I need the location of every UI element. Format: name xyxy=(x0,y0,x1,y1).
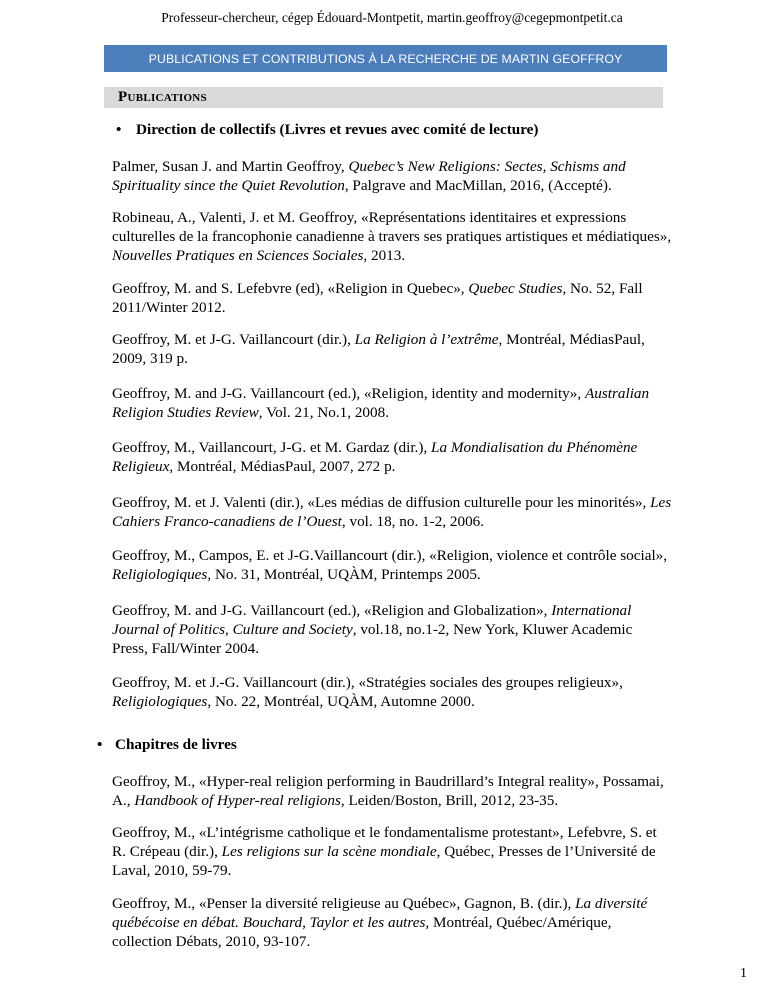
reference-entry: Geoffroy, M., «Hyper-real religion performing in Baudrillard’s Integral reality», Possamai, A., Handbook of Hyper-real religions, Leiden/Boston, Brill, 2012, 23-35. xyxy=(112,773,664,809)
reference-title: Nouvelles Pratiques en Sciences Sociales xyxy=(112,247,364,264)
reference-title: Quebec’s New Religions: Sectes, Schisms and Spirituality since the Quiet Revolution xyxy=(112,158,626,194)
reference-title: La Mondialisation du Phénomène Religieux xyxy=(112,439,638,475)
section-title: Publications xyxy=(118,89,207,105)
reference-title: International Journal of Politics, Culture and Society xyxy=(112,602,632,638)
reference-entry: Geoffroy, M., «Penser la diversité religieuse au Québec», Gagnon, B. (dir.), La diversité québécoise en débat. Bouchard, Taylor et les autres, Montréal, Québec/Amérique, collection Débats, 2010, 93-107. xyxy=(112,895,648,950)
subsection-label: Chapitres de livres xyxy=(115,736,237,753)
reference-title: Quebec Studies xyxy=(468,280,563,297)
reference-entry: Geoffroy, M. et J.-G. Vaillancourt (dir.), «Stratégies sociales des groupes religieux», Religiologiques, No. 22, Montréal, UQÀM, Automne 2000. xyxy=(112,674,623,710)
reference-title: Les religions sur la scène mondiale xyxy=(221,843,437,860)
reference-title: Australian Religion Studies Review xyxy=(112,385,650,421)
bullet-icon: • xyxy=(97,736,103,753)
reference-entry: Geoffroy, M. and J-G. Vaillancourt (ed.), «Religion, identity and modernity», Australian Religion Studies Review, Vol. 21, No.1, 2008. xyxy=(112,385,650,421)
reference-entry: Robineau, A., Valenti, J. et M. Geoffroy, «Représentations identitaires et expressions culturelles de la francophonie canadienne à travers ses pratiques artistiques et médiatiques», Nouvelles Pratiques en Sciences Sociales, 2013. xyxy=(112,209,672,264)
reference-entry: Geoffroy, M. and S. Lefebvre (ed), «Religion in Quebec», Quebec Studies, No. 52, Fall 2011/Winter 2012. xyxy=(112,280,643,316)
bullet-icon: • xyxy=(116,121,122,138)
reference-title: La diversité québécoise en débat. Bouchard, Taylor et les autres, xyxy=(112,895,648,931)
banner-title: PUBLICATIONS ET CONTRIBUTIONS À LA RECHERCHE DE MARTIN GEOFFROY xyxy=(148,51,623,66)
reference-entry: Geoffroy, M. and J-G. Vaillancourt (ed.), «Religion and Globalization», International Journal of Politics, Culture and Society, vol.18, no.1-2, New York, Kluwer Academic Press, Fall/Winter 2004. xyxy=(112,602,633,657)
subsection-label: Direction de collectifs (Livres et revues avec comité de lecture) xyxy=(136,121,539,138)
subsection-heading xyxy=(97,736,237,754)
reference-entry: Geoffroy, M. et J-G. Vaillancourt (dir.), La Religion à l’extrême, Montréal, MédiasPaul, 2009, 319 p. xyxy=(112,331,645,367)
reference-entry: Geoffroy, M., «L’intégrisme catholique et le fondamentalisme protestant», Lefebvre, S. et R. Crépeau (dir.), Les religions sur la scène mondiale, Québec, Presses de l’Université de Laval, 2010, 59-79. xyxy=(112,824,657,879)
reference-entry: Palmer, Susan J. and Martin Geoffroy, Quebec’s New Religions: Sectes, Schisms and Spirituality since the Quiet Revolution, Palgrave and MacMillan, 2016, (Accepté). xyxy=(112,158,626,194)
reference-title: Les Cahiers Franco-canadiens de l’Ouest xyxy=(112,494,672,530)
subsection-heading xyxy=(116,121,538,139)
document-banner xyxy=(104,45,667,72)
page-header: Professeur-chercheur, cégep Édouard-Montpetit, martin.geoffroy@cegepmontpetit.ca xyxy=(161,10,623,25)
reference-title: Religiologiques xyxy=(112,566,208,583)
reference-entry: Geoffroy, M. et J. Valenti (dir.), «Les médias de diffusion culturelle pour les minorités», Les Cahiers Franco-canadiens de l’Ouest, vol. 18, no. 1-2, 2006. xyxy=(112,494,672,530)
reference-title: La Religion à l’extrême xyxy=(354,331,499,348)
page-number: 1 xyxy=(740,966,747,981)
reference-title: Handbook of Hyper-real religions xyxy=(134,792,341,809)
reference-entry: Geoffroy, M., Campos, E. et J-G.Vaillancourt (dir.), «Religion, violence et contrôle social», Religiologiques, No. 31, Montréal, UQÀM, Printemps 2005. xyxy=(112,547,668,583)
reference-entry: Geoffroy, M., Vaillancourt, J-G. et M. Gardaz (dir.), La Mondialisation du Phénomène Religieux, Montréal, MédiasPaul, 2007, 272 p. xyxy=(112,439,638,475)
reference-title: Religiologiques xyxy=(112,693,208,710)
